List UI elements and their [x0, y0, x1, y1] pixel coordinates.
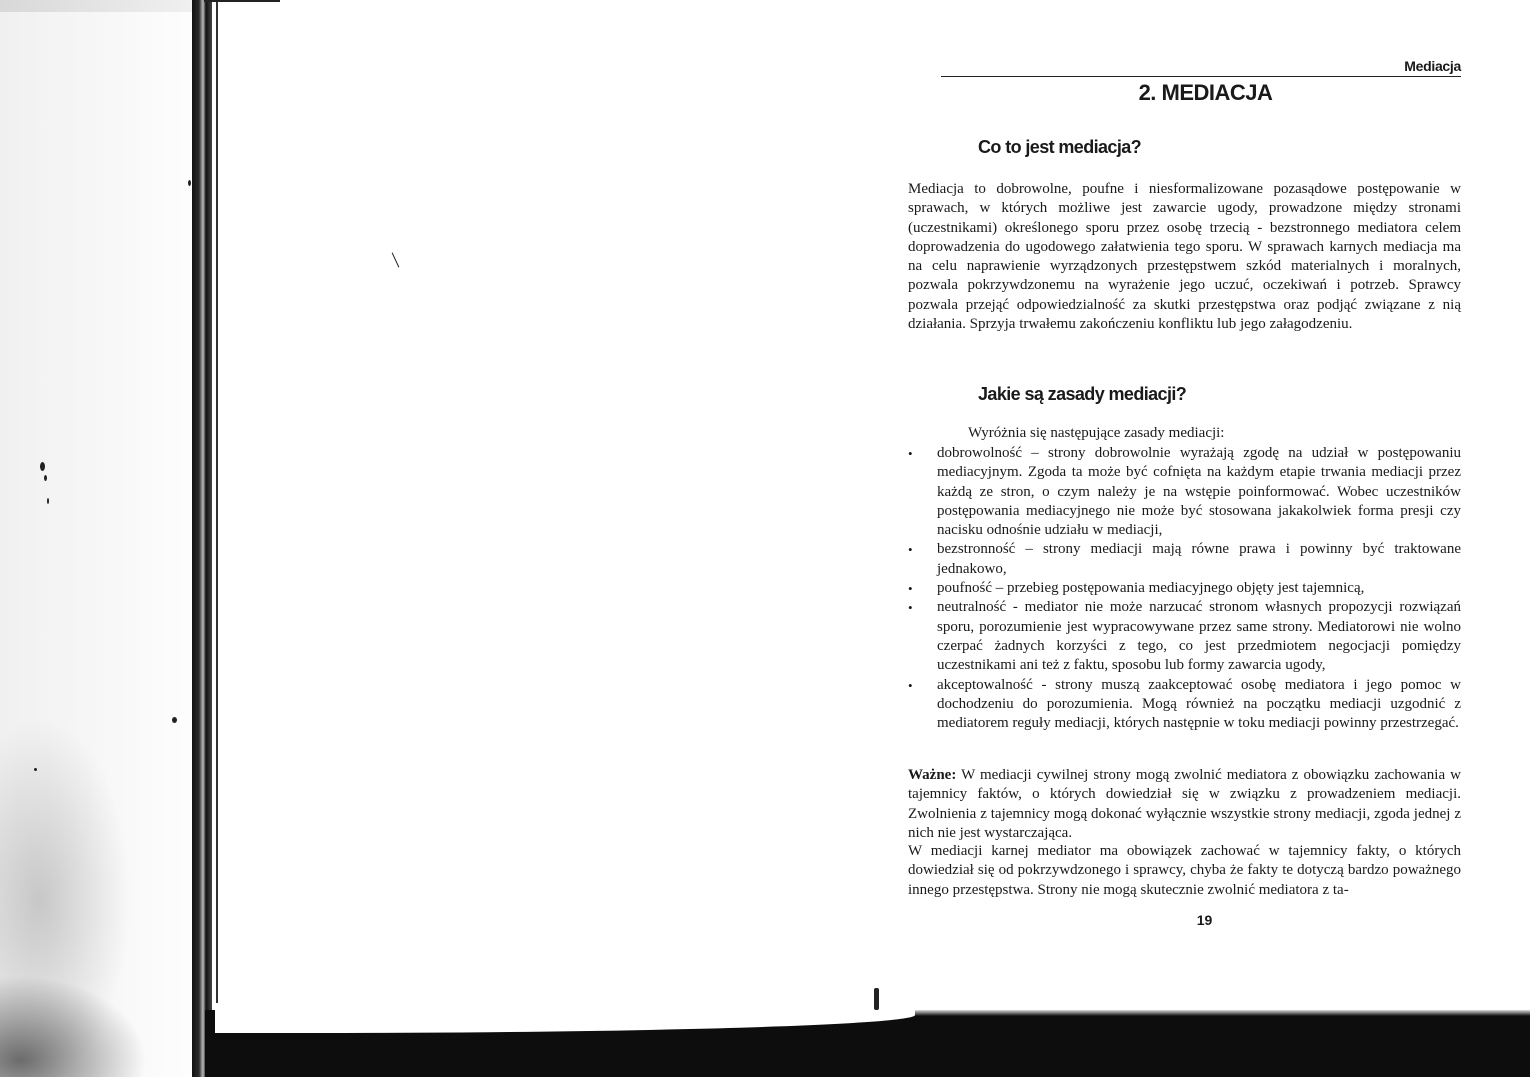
- scan-speck: [172, 717, 177, 723]
- important-label: Ważne:: [908, 767, 957, 783]
- right-page: [908, 0, 1461, 1000]
- scan-speck: [874, 988, 879, 1010]
- book-spine: [192, 0, 212, 1077]
- section-heading-what-is-mediation: Co to jest mediacja?: [978, 137, 1142, 157]
- list-item: [908, 540, 1461, 579]
- chapter-title: 2. MEDIACJA: [1138, 80, 1273, 105]
- important-text: W mediacji cywilnej strony mogą zwolnić mediatora z obowiązku zachowania w tajemnicy faktów, o których dowiedział się w związku z prowadzeniem mediacji. Zwolnienia z tajemnicy mogą dokonać wyłącznie wszystkie strony mediacji, zgoda jednej z nich nie jest wystarczająca.: [908, 767, 1461, 841]
- page-bottom-fade: [900, 1006, 1530, 1016]
- principle-neutrality: neutralność - mediator nie może narzucać stronom własnych propozycji rozwiązań sporu, porozumienie jest wypracowywane przez same strony. Mediatorowi nie wolno czerpać żadnych korzyści z tego, co jest przedmiotem negocjacji pomiędzy uczestnikami ani też z faktu, sposobu lub formy zawarcia ugody,: [937, 599, 1461, 674]
- scan-speck: [40, 462, 45, 471]
- principle-voluntariness: dobrowolność – strony dobrowolnie wyrażają zgodę na udział w postępowaniu mediacyjnym. Zgoda ta może być cofnięta na każdym etapie trwania mediacji przez każdą ze stron, o czym należy je na wstępie poinformować. Wobec uczestników postępowania mediacyjnego nie może być stosowana jakakolwiek forma presji czy nacisku odnośnie udziału w mediacji,: [937, 445, 1461, 539]
- scan-speck: [47, 498, 49, 504]
- principles-intro: Wyróżnia się następujące zasady mediacji:: [968, 425, 1225, 441]
- scan-speck: [44, 475, 47, 481]
- scan-top-strip: [0, 0, 200, 12]
- list-item: [908, 598, 1461, 675]
- principle-acceptability: akceptowalność - strony muszą zaakceptować osobę mediatora i jego pomoc w dochodzeniu do porozumienia. Mogą również na początku mediacji uzgodnić z mediatorem reguły mediacji, których następnie w toku mediacji powinny przestrzegać.: [937, 676, 1461, 732]
- section-heading-mediation-principles: Jakie są zasady mediacji?: [978, 384, 1187, 404]
- list-item: [908, 579, 1461, 598]
- bullet-icon: •: [908, 600, 913, 616]
- important-note: [908, 766, 1461, 843]
- scan-speck: [188, 180, 191, 186]
- principles-list: [908, 444, 1461, 733]
- principle-confidentiality: poufność – przebieg postępowania mediacyjnego objęty jest tajemnicą,: [937, 580, 1365, 597]
- bullet-icon: •: [908, 677, 913, 693]
- bullet-icon: •: [908, 581, 913, 597]
- spine-inner-line: [216, 0, 218, 1030]
- scan-left-shadow: [0, 0, 215, 1077]
- scan-speck: [392, 253, 400, 268]
- running-head: Mediacja: [1404, 58, 1461, 74]
- page-top-edge: [204, 0, 280, 2]
- principle-impartiality: bezstronność – strony mediacji mają równe prawa i powinny być traktowane jednakowo,: [937, 541, 1461, 577]
- header-rule: [941, 76, 1461, 77]
- bullet-icon: •: [908, 446, 913, 461]
- bullet-icon: •: [908, 542, 913, 558]
- scan-speck: [34, 768, 37, 771]
- page-number: 19: [1196, 912, 1213, 928]
- list-item: [908, 676, 1461, 734]
- list-item: [908, 444, 1461, 540]
- mediation-definition-paragraph: Mediacja to dobrowolne, poufne i niesformalizowane pozasądowe postępowanie w sprawach, w których możliwe jest zawarcie ugody, prowadzone między stronami (uczestnikami) określonego sporu przez osobę trzecią - bezstronnego mediatora celem doprowadzenia do ugodowego załatwienia tego sporu. W sprawach karnych mediacja ma na celu naprawienie wyrządzonych przestępstwem szkód materialnych i moralnych, pozwala pokrzywdzonemu na wyrażenie jego uczuć, oczekiwań i potrzeb. Sprawcy pozwala przejąć odpowiedzialność za skutki przestępstwa oraz podjąć związane z nią działania. Sprzyja trwałemu zakończeniu konfliktu lub jego załagodzeniu.: [908, 181, 1461, 333]
- criminal-mediation-paragraph: W mediacji karnej mediator ma obowiązek zachować w tajemnicy fakty, o których dowiedział się od pokrzywdzonego i sprawcy, chyba że fakty te dotyczą bardzo poważnego innego przestępstwa. Strony nie mogą skutecznie zwolnić mediatora z ta-: [908, 843, 1461, 898]
